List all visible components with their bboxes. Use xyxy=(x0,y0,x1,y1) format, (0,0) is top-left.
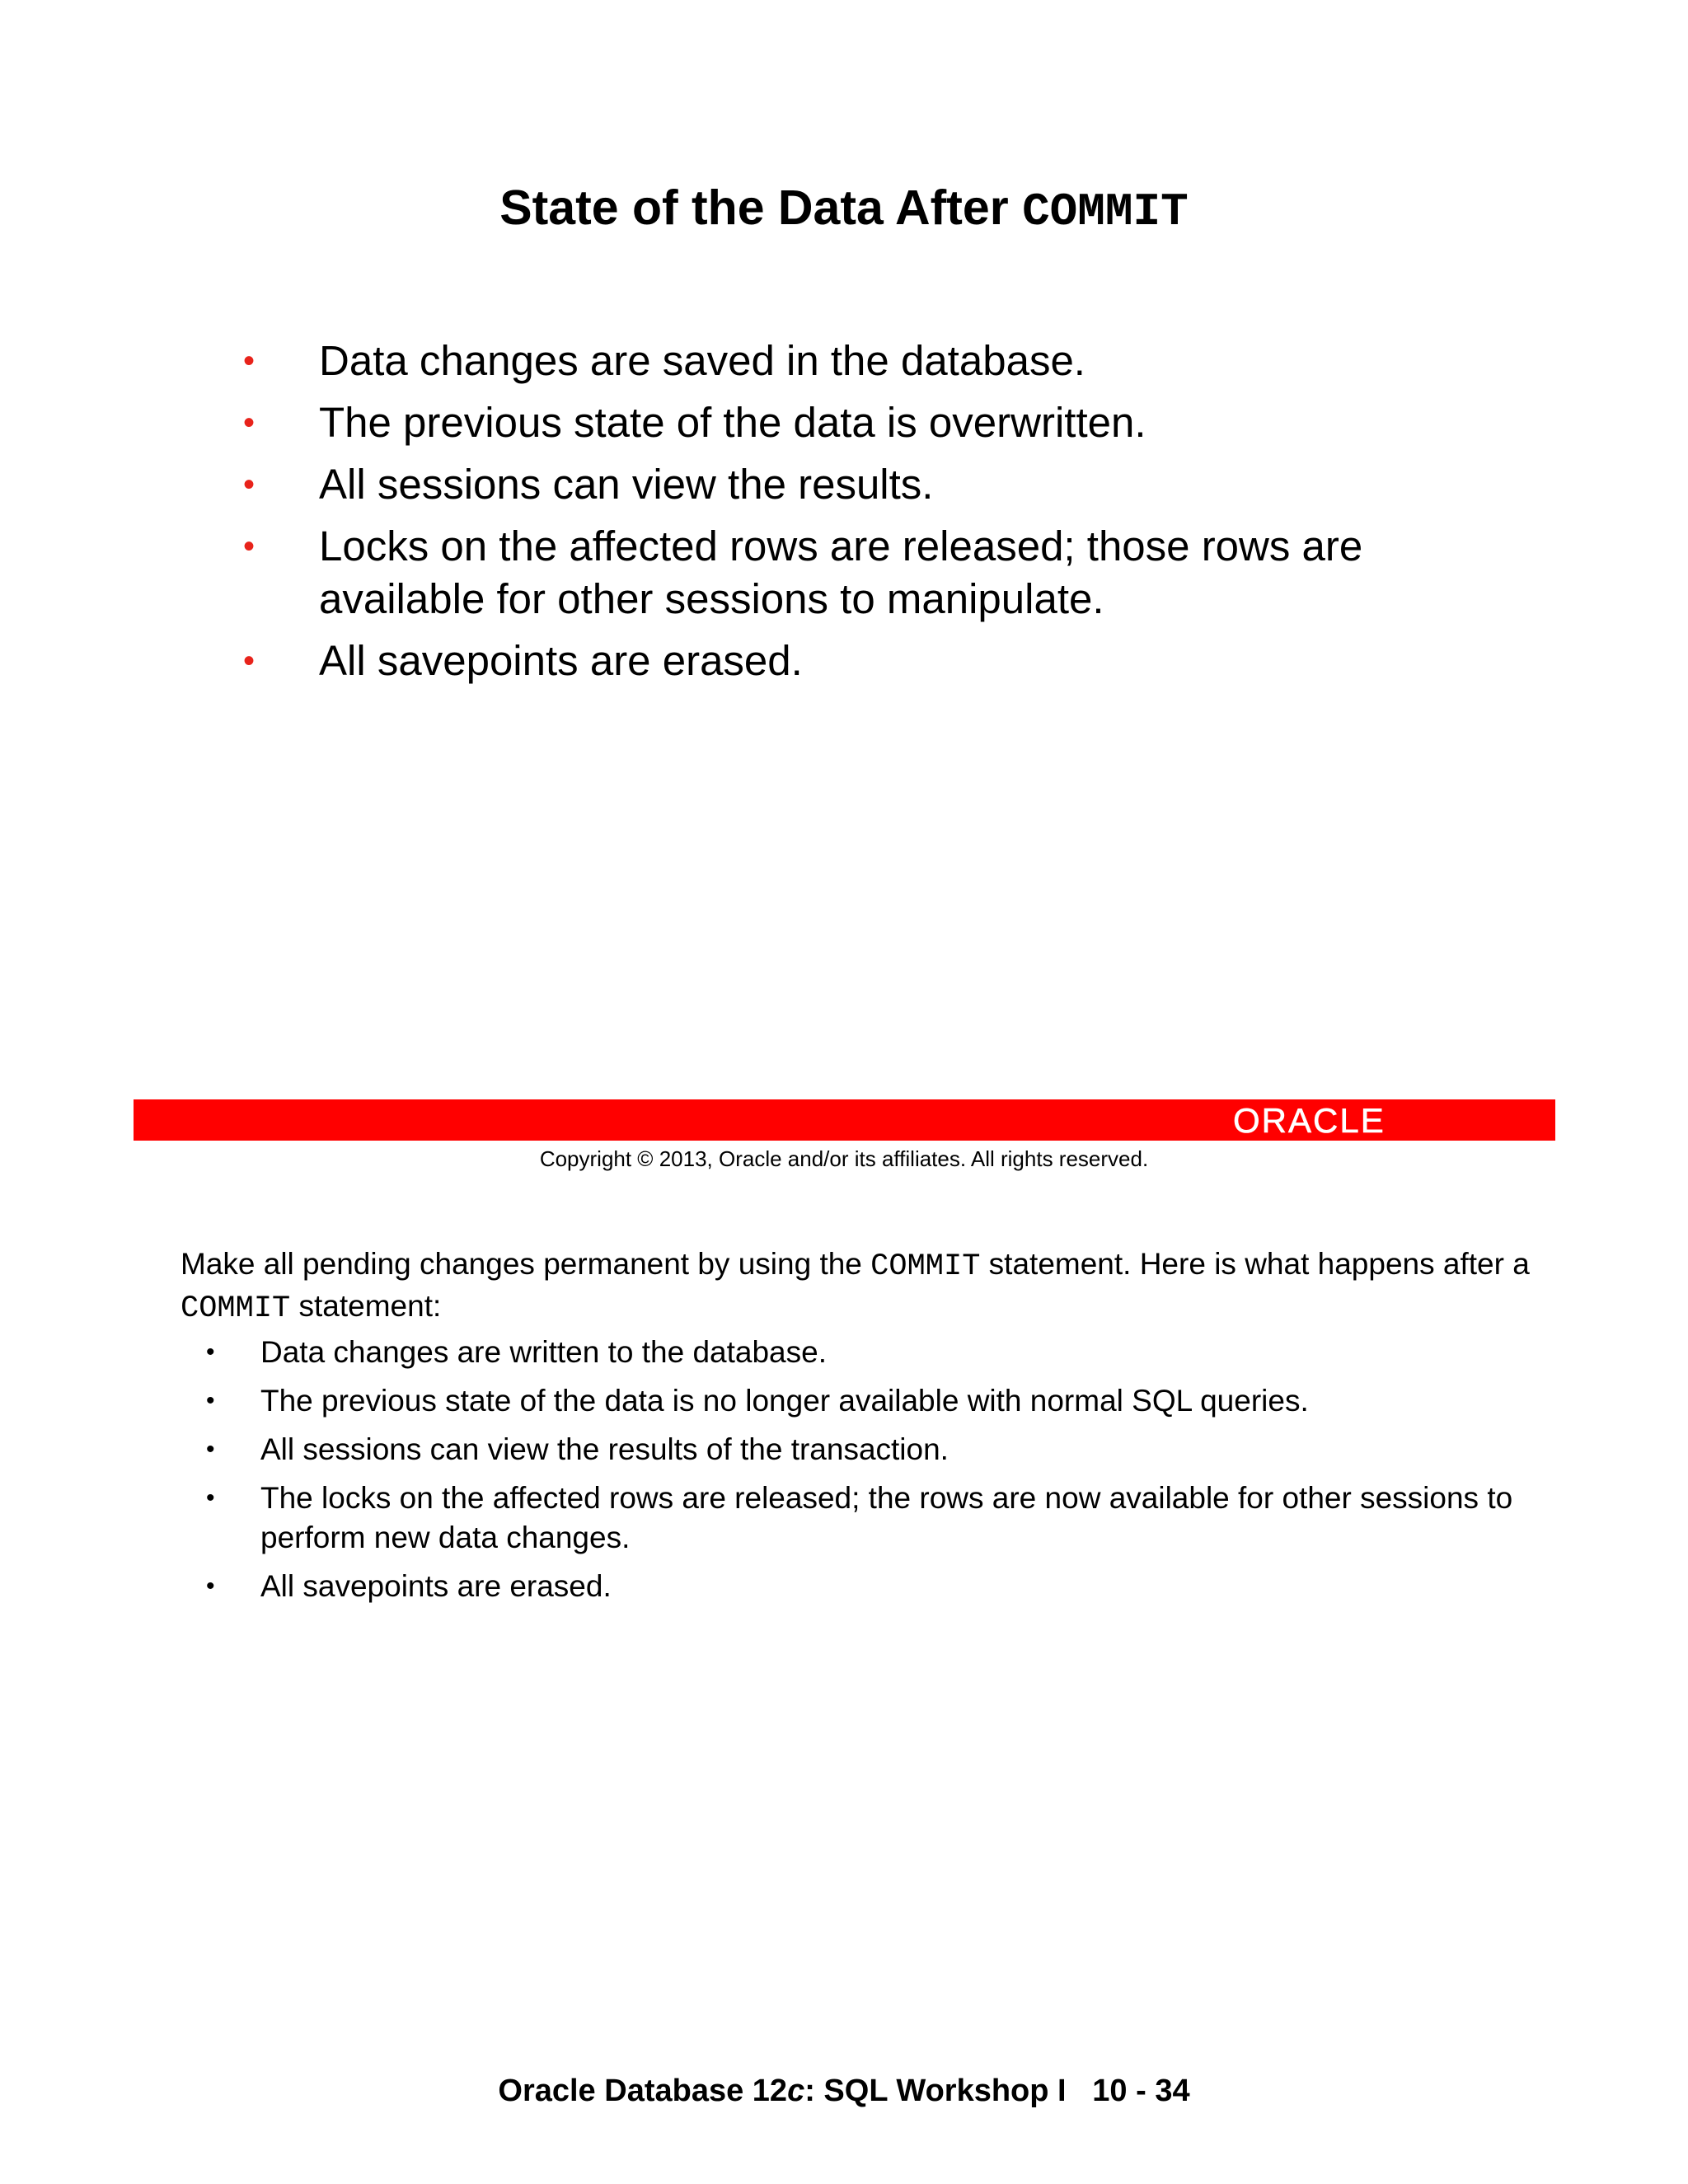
bullet-icon: • xyxy=(206,1436,215,1463)
bullet-icon: • xyxy=(206,1572,215,1600)
notes-bullet-item xyxy=(206,1430,1541,1469)
slide-bullet-item xyxy=(243,335,1479,387)
notes-bullet-item xyxy=(206,1381,1541,1421)
slide-bullet-text: All sessions can view the results. xyxy=(319,461,934,508)
oracle-brand-bar xyxy=(134,1099,1555,1141)
slide-bullet-list xyxy=(243,335,1479,696)
red-bullet-icon: • xyxy=(243,528,256,565)
red-bullet-icon: • xyxy=(243,343,256,379)
bullet-icon: • xyxy=(206,1484,215,1511)
red-bullet-icon: • xyxy=(243,405,256,441)
slide-title xyxy=(0,175,1688,245)
slide-bullet-item xyxy=(243,458,1479,511)
page-number: 10 - 34 xyxy=(1092,2074,1190,2108)
slide-bullet-item xyxy=(243,396,1479,449)
slide-bullet-item xyxy=(243,520,1479,626)
notes-intro-code: COMMIT xyxy=(181,1291,291,1326)
copyright-notice: Copyright © 2013, Oracle and/or its affiliates. All rights reserved. xyxy=(539,1146,1149,1171)
red-bullet-icon: • xyxy=(243,643,256,679)
notes-bullet-text: All savepoints are erased. xyxy=(260,1569,612,1603)
notes-bullet-text: The locks on the affected rows are released; the rows are now available for other sessions to perform new data changes. xyxy=(260,1481,1513,1554)
oracle-logo xyxy=(1230,1103,1543,1137)
bullet-icon: • xyxy=(206,1338,215,1366)
notes-intro-text: statement: xyxy=(290,1289,442,1323)
slide-title-code: COMMIT xyxy=(1022,185,1189,238)
oracle-logo-text: ORACLE xyxy=(1233,1103,1386,1137)
notes-bullet-item xyxy=(206,1479,1541,1558)
notes-intro-text: Make all pending changes permanent by using the xyxy=(181,1247,871,1281)
notes-bullet-item xyxy=(206,1567,1541,1606)
slide-bullet-text: The previous state of the data is overwritten. xyxy=(319,399,1146,446)
notes-bullet-item xyxy=(206,1333,1541,1372)
slide-bullet-text: Locks on the affected rows are released; those rows are available for other sessions to manipulate. xyxy=(319,523,1363,622)
page-footer xyxy=(0,2070,1688,2111)
notes-bullet-text: Data changes are written to the database. xyxy=(260,1335,827,1369)
red-bullet-icon: • xyxy=(243,466,256,503)
notes-bullet-list xyxy=(206,1333,1541,1615)
slide-bullet-text: All savepoints are erased. xyxy=(319,637,803,684)
notes-bullet-text: All sessions can view the results of the transaction. xyxy=(260,1432,949,1466)
notes-intro-code: COMMIT xyxy=(870,1249,981,1284)
bullet-icon: • xyxy=(206,1387,215,1414)
slide-bullet-item xyxy=(243,635,1479,687)
course-title-suffix: : SQL Workshop I xyxy=(804,2074,1067,2108)
notes-intro-paragraph xyxy=(181,1244,1540,1329)
slide-bullet-text: Data changes are saved in the database. xyxy=(319,337,1085,384)
notes-bullet-text: The previous state of the data is no longer available with normal SQL queries. xyxy=(260,1384,1309,1418)
slide-title-text: State of the Data After xyxy=(499,180,1023,235)
course-title-italic: c xyxy=(787,2074,805,2108)
notes-intro-text: statement. Here is what happens after a xyxy=(980,1247,1530,1281)
course-title-prefix: Oracle Database 12 xyxy=(498,2074,788,2108)
